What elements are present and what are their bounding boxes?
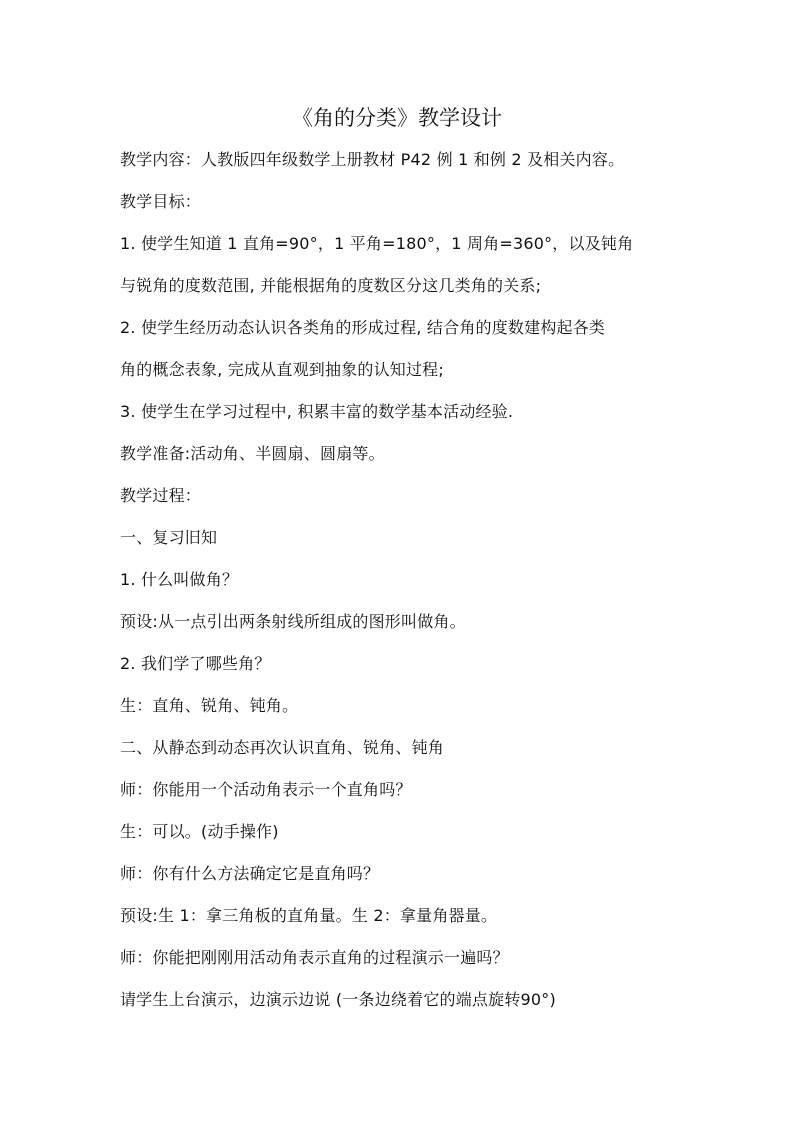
paragraph-line-teaching-content: 教学内容：人教版四年级数学上册教材 P42 例 1 和例 2 及相关内容。 xyxy=(120,150,625,169)
paragraph-line-goal-2b: 角的概念表象, 完成从直观到抽象的认知过程; xyxy=(120,360,444,379)
paragraph-line-goal-1a: 1. 使学生知道 1 直角=90°，1 平角=180°，1 周角=360°，以及钝角 xyxy=(120,234,634,253)
paragraph-line-preparation: 教学准备:活动角、半圆扇、圆扇等。 xyxy=(120,444,385,463)
paragraph-line-demonstration: 请学生上台演示，边演示边说 (一条边绕着它的端点旋转90°) xyxy=(120,990,556,1009)
section-heading-static-dynamic: 二、从静态到动态再次认识直角、锐角、钝角 xyxy=(120,738,445,757)
paragraph-line-goal-3: 3. 使学生在学习过程中, 积累丰富的数学基本活动经验. xyxy=(120,402,514,421)
paragraph-line-answer-2: 生：直角、锐角、钝角。 xyxy=(120,696,299,715)
paragraph-line-teacher-3: 师：你能把刚刚用活动角表示直角的过程演示一遍吗？ xyxy=(120,948,509,967)
paragraph-line-answer-1: 预设:从一点引出两条射线所组成的图形叫做角。 xyxy=(120,612,466,631)
paragraph-line-student-1: 生：可以。(动手操作) xyxy=(120,822,279,841)
paragraph-line-teaching-goals-heading: 教学目标： xyxy=(120,192,202,211)
paragraph-line-teacher-2: 师：你有什么方法确定它是直角吗？ xyxy=(120,864,380,883)
paragraph-line-preset-answer: 预设:生 1：拿三角板的直角量。生 2：拿量角器量。 xyxy=(120,906,498,925)
paragraph-line-goal-2a: 2. 使学生经历动态认识各类角的形成过程, 结合角的度数建构起各类 xyxy=(120,318,606,337)
document-title: 《角的分类》教学设计 xyxy=(292,106,502,130)
paragraph-line-goal-1b: 与锐角的度数范围, 并能根据角的度数区分这几类角的关系; xyxy=(120,276,542,295)
paragraph-line-process-heading: 教学过程： xyxy=(120,486,202,505)
paragraph-line-teacher-1: 师：你能用一个活动角表示一个直角吗？ xyxy=(120,780,412,799)
section-heading-review: 一、复习旧知 xyxy=(120,528,218,547)
paragraph-line-question-2: 2. 我们学了哪些角？ xyxy=(120,654,271,673)
paragraph-line-question-1: 1. 什么叫做角？ xyxy=(120,570,239,589)
